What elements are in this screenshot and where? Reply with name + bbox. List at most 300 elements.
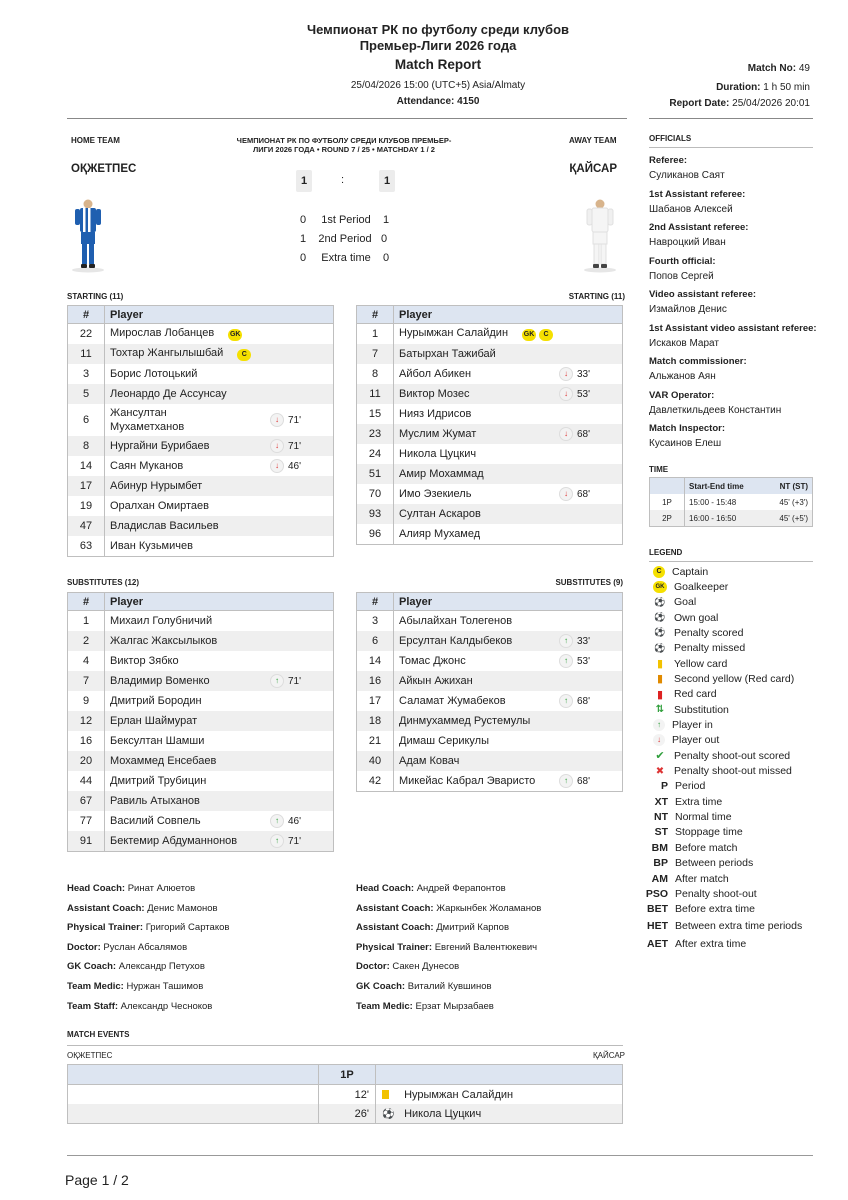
staff-role: Physical Trainer: <box>356 941 433 953</box>
legend-item <box>650 748 790 763</box>
official-name: Давлеткильдеев Константин <box>649 404 782 416</box>
official-name: Навроцкий Иван <box>649 237 726 248</box>
player-name: Айкын Ажихан <box>399 675 473 687</box>
events-home-team: ОҚЖЕТПЕС <box>67 1051 113 1060</box>
away-kit-icon <box>582 198 618 274</box>
player-name: Владимир Воменко <box>110 675 210 687</box>
player-name: Адам Ковач <box>399 755 460 767</box>
player-name: Томас Джонс <box>399 655 466 667</box>
player-row <box>68 731 334 751</box>
home-kit-icon <box>70 198 106 274</box>
substitution-minute: 71' <box>288 440 302 452</box>
player-row <box>68 631 334 651</box>
staff-name: Александр Чесноков <box>120 1000 213 1012</box>
period-away: 1 <box>383 214 390 226</box>
match-events-label: MATCH EVENTS <box>67 1030 130 1039</box>
player-name: Имо Эзекиель <box>399 488 472 500</box>
player-number: 15 <box>357 404 394 424</box>
player-name: Дмитрий Бородин <box>110 695 202 707</box>
away-team-label: AWAY TEAM <box>569 136 617 145</box>
player-number: 3 <box>357 611 394 632</box>
player-name: Саян Муканов <box>110 460 184 472</box>
header-divider-right <box>649 118 813 119</box>
legend-label: Goalkeeper <box>674 580 729 593</box>
player-number: 63 <box>68 536 105 557</box>
player-number: 12 <box>68 711 105 731</box>
away-score: 1 <box>379 170 395 192</box>
player-row <box>68 496 334 516</box>
legend-item <box>650 702 729 717</box>
player-row <box>357 424 623 444</box>
captain-icon: C <box>653 566 665 578</box>
col-num-header: # <box>357 306 394 324</box>
player-name: Бексултан Шамши <box>110 735 205 747</box>
player-name: Жалгас Жаксылыков <box>110 635 218 647</box>
player-number: 1 <box>68 611 105 632</box>
staff-member <box>356 883 506 894</box>
goalkeeper-icon: GK <box>653 581 667 593</box>
player-number: 7 <box>68 671 105 691</box>
legend-label: After match <box>675 872 729 885</box>
legend-label: Goal <box>674 596 697 609</box>
player-name: Алияр Мухамед <box>399 528 481 540</box>
staff-role: Assistant Coach: <box>356 922 434 934</box>
legend-label: Penalty shoot-out missed <box>674 765 792 778</box>
player-number: 11 <box>68 344 105 364</box>
legend-item <box>650 687 717 702</box>
col-player-header: Player <box>394 593 623 611</box>
time-table <box>649 477 813 527</box>
staff-role: Assistant Coach: <box>67 902 145 914</box>
events-away-team: ҚАЙСАР <box>592 1051 625 1060</box>
player-row <box>68 691 334 711</box>
player-number: 91 <box>68 831 105 852</box>
col-num-header: # <box>68 593 105 611</box>
col-player-header: Player <box>105 593 334 611</box>
player-row <box>357 384 623 404</box>
report-title-line3: Match Report <box>394 57 482 72</box>
player-row <box>68 404 334 436</box>
staff-role: Assistant Coach: <box>356 902 434 914</box>
official-name: Альжанов Аян <box>649 371 716 382</box>
player-number: 8 <box>357 364 394 384</box>
player-number: 18 <box>357 711 394 731</box>
duration-label: Duration: <box>716 82 761 93</box>
player-name: Динмухаммед Рустемулы <box>399 715 531 727</box>
player-number: 70 <box>357 484 394 504</box>
col-num-header: # <box>68 306 105 324</box>
legend-label: Substitution <box>674 703 729 716</box>
player-name: Тохтар Жангылышбай <box>110 347 224 359</box>
player-row <box>357 671 623 691</box>
player-row <box>68 791 334 811</box>
staff-role: Head Coach: <box>356 883 415 894</box>
substitution-minute: 68' <box>577 695 591 707</box>
player-name: Оралхан Омиртаев <box>110 500 209 512</box>
staff-member <box>67 903 218 914</box>
time-start-end: 16:00 - 16:50 <box>685 510 766 527</box>
staff-name: Сакен Дунесов <box>392 961 460 973</box>
staff-role: Head Coach: <box>67 883 126 894</box>
player-number: 24 <box>357 444 394 464</box>
attendance-value: 4150 <box>457 96 480 107</box>
match-number <box>748 63 810 74</box>
report-date-label: Report Date: <box>669 98 730 109</box>
player-name: Жансултан Мухаметханов <box>110 407 185 433</box>
legend-label: Before match <box>675 841 738 854</box>
staff-name: Григорий Сартаков <box>145 922 230 934</box>
legend-item <box>647 936 747 951</box>
substitution-minute: 33' <box>577 635 591 647</box>
player-number: 5 <box>68 384 105 404</box>
player-out-icon: ↓ <box>270 439 284 453</box>
legend-label: Penalty scored <box>674 626 744 639</box>
player-row <box>68 831 334 852</box>
player-in-icon: ↑ <box>559 694 573 708</box>
player-row <box>68 771 334 791</box>
legend-label: Extra time <box>675 795 723 808</box>
time-nt: 45' (+3') <box>779 497 808 507</box>
substitution-minute: 46' <box>288 815 302 827</box>
legend-abbreviation: BET <box>647 903 668 916</box>
legend-label: Normal time <box>675 811 732 824</box>
player-name: Виктор Зябко <box>110 655 179 667</box>
staff-name: Ринат Алюетов <box>127 883 196 894</box>
legend-item <box>645 886 757 901</box>
player-number: 6 <box>68 404 105 436</box>
substitution-minute: 33' <box>577 368 591 380</box>
period-home: 0 <box>300 214 307 226</box>
player-row <box>357 751 623 771</box>
period-home: 0 <box>300 252 307 264</box>
player-number: 19 <box>68 496 105 516</box>
player-number: 22 <box>68 324 105 345</box>
legend-label: Penalty shoot-out scored <box>674 749 791 762</box>
substitution-minute: 68' <box>577 428 591 440</box>
player-name: Султан Аскаров <box>399 508 481 520</box>
captain-icon: C <box>539 329 553 341</box>
staff-name: Ерзат Мырзабаев <box>415 1000 494 1012</box>
legend-abbreviation: BP <box>653 857 668 870</box>
staff-name: Андрей Ферапонтов <box>416 883 506 894</box>
official-role: 2nd Assistant referee: <box>649 222 749 233</box>
legend-abbreviation: PSO <box>645 887 668 900</box>
events-period-header: 1P <box>319 1065 376 1085</box>
col-player-header: Player <box>394 306 623 324</box>
legend-label: Yellow card <box>674 657 728 670</box>
page-number: Page 1 / 2 <box>65 1172 129 1188</box>
legend-abbreviation: NT <box>654 811 668 824</box>
player-number: 16 <box>68 731 105 751</box>
legend-label: Player in <box>672 719 713 731</box>
staff-role: GK Coach: <box>356 981 406 992</box>
player-name: Нияз Идрисов <box>399 408 472 420</box>
goal-icon: ⚽ <box>382 1108 395 1120</box>
substitution-minute: 53' <box>577 655 591 667</box>
official-name: Попов Сергей <box>649 270 714 282</box>
legend-label: Captain <box>672 565 709 578</box>
penalty-missed-icon: ⚽ <box>654 642 666 653</box>
player-row <box>357 651 623 671</box>
player-number: 9 <box>68 691 105 711</box>
player-name: Айбол Абикен <box>399 368 472 380</box>
legend-label: Penalty missed <box>674 642 746 655</box>
player-number: 14 <box>357 651 394 671</box>
player-number: 6 <box>357 631 394 651</box>
player-row <box>68 611 334 632</box>
official-role: Match commissioner: <box>649 356 747 367</box>
player-in-icon: ↑ <box>270 674 284 688</box>
staff-member <box>356 981 492 992</box>
official-name: Кусаинов Елеш <box>649 438 722 449</box>
report-title-line1: Чемпионат РК по футболу среди клубов <box>306 22 569 37</box>
legend-item <box>650 625 743 640</box>
event-minute: 12' <box>319 1085 376 1105</box>
legend-label: Stoppage time <box>675 826 743 839</box>
staff-member <box>356 922 509 933</box>
legend-abbreviation: P <box>660 780 668 793</box>
report-date-value: 25/04/2026 20:01 <box>732 98 810 109</box>
officials-label: OFFICIALS <box>649 134 692 143</box>
event-row <box>68 1104 623 1124</box>
player-name: Ерлан Шаймурат <box>110 715 198 727</box>
player-name: Нурымжан Салайдин <box>399 327 509 339</box>
match-duration <box>716 82 810 93</box>
player-number: 7 <box>357 344 394 364</box>
player-row <box>357 691 623 711</box>
player-row <box>68 456 334 476</box>
player-number: 8 <box>68 436 105 456</box>
player-out-icon: ↓ <box>653 734 665 746</box>
substitution-minute: 46' <box>288 460 302 472</box>
official-role: VAR Operator: <box>649 389 715 401</box>
match-number-value: 49 <box>798 63 810 74</box>
legend-label: Period <box>675 780 706 793</box>
time-col-start-end: Start-End time <box>685 478 766 495</box>
home-subs-label: SUBSTITUTES (12) <box>67 578 140 587</box>
period-label: 2nd Period <box>318 233 372 245</box>
official-name: Искаков Марат <box>649 337 719 349</box>
legend-label: After extra time <box>675 937 747 950</box>
attendance-label: Attendance: <box>396 96 455 107</box>
player-number: 67 <box>68 791 105 811</box>
away-subs-table <box>356 592 623 792</box>
match-number-label: Match No: <box>747 63 797 74</box>
player-number: 51 <box>357 464 394 484</box>
player-out-icon: ↓ <box>559 387 573 401</box>
player-row <box>68 811 334 831</box>
staff-member <box>67 1001 212 1012</box>
period-away: 0 <box>381 233 388 245</box>
legend-item <box>650 764 792 779</box>
player-number: 16 <box>357 671 394 691</box>
player-number: 47 <box>68 516 105 536</box>
legend-abbreviation: HET <box>647 920 668 933</box>
legend-label: Between periods <box>675 857 754 870</box>
player-name: Абылайхан Толегенов <box>399 615 513 627</box>
player-number: 77 <box>68 811 105 831</box>
official-name: Суликанов Саят <box>649 170 725 181</box>
staff-member <box>67 961 205 972</box>
player-row <box>357 631 623 651</box>
report-title-line2: Премьер-Лиги 2026 года <box>359 38 517 53</box>
substitution-minute: 68' <box>577 488 591 500</box>
captain-icon: C <box>237 349 251 361</box>
player-row <box>68 516 334 536</box>
home-starting-table <box>67 305 334 557</box>
player-number: 3 <box>68 364 105 384</box>
staff-name: Жаркынбек Жоламанов <box>436 902 542 914</box>
player-name: Равиль Атыханов <box>110 795 200 807</box>
second-yellow-icon: ▮ <box>656 673 664 686</box>
legend-item <box>650 564 708 579</box>
legend-label: Second yellow (Red card) <box>674 672 795 685</box>
staff-member <box>356 903 541 914</box>
staff-name: Нуржан Ташимов <box>126 981 204 992</box>
player-name: Борис Лотоцький <box>110 368 198 380</box>
player-row <box>68 651 334 671</box>
player-in-icon: ↑ <box>559 654 573 668</box>
staff-member <box>67 942 187 953</box>
player-out-icon: ↓ <box>270 413 284 427</box>
player-row <box>357 444 623 464</box>
staff-role: GK Coach: <box>67 961 117 973</box>
match-datetime: 25/04/2026 15:00 (UTC+5) Asia/Almaty <box>350 80 526 91</box>
official-name: Шабанов Алексей <box>649 203 733 215</box>
legend-abbreviation: AM <box>651 872 668 885</box>
player-name: Леонардо Де Ассунсау <box>110 388 227 400</box>
period-label: 1st Period <box>321 214 371 226</box>
substitution-minute: 68' <box>577 775 591 787</box>
staff-role: Team Medic: <box>67 981 124 992</box>
player-number: 20 <box>68 751 105 771</box>
player-in-icon: ↑ <box>653 719 665 731</box>
player-name: Владислав Васильев <box>110 520 219 532</box>
player-out-icon: ↓ <box>559 487 573 501</box>
staff-name: Денис Мамонов <box>147 902 218 914</box>
official-role: 1st Assistant video assistant referee: <box>649 322 817 334</box>
player-row <box>357 611 623 632</box>
yellow-card-icon <box>382 1090 389 1099</box>
header-divider <box>67 118 627 119</box>
legend-label: Red card <box>674 688 717 701</box>
staff-member <box>356 1001 494 1012</box>
event-minute: 26' <box>319 1104 376 1124</box>
legend-label: Penalty shoot-out <box>675 887 757 900</box>
player-out-icon: ↓ <box>270 459 284 473</box>
player-row <box>357 731 623 751</box>
goal-icon: ⚽ <box>654 596 666 607</box>
substitution-minute: 53' <box>577 388 591 400</box>
player-row <box>68 384 334 404</box>
footer-divider <box>67 1155 813 1156</box>
legend-item <box>650 794 722 809</box>
col-num-header: # <box>357 593 394 611</box>
staff-role: Team Medic: <box>356 1000 413 1012</box>
official-role: Fourth official: <box>649 255 716 267</box>
player-number: 17 <box>357 691 394 711</box>
player-name: Мирослав Лобанцев <box>110 327 215 339</box>
home-starting-label: STARTING (11) <box>67 292 124 301</box>
legend-label: Before extra time <box>675 903 755 916</box>
player-row <box>357 504 623 524</box>
player-name: Абинур Нурымбет <box>110 480 203 492</box>
event-player: Нурымжан Салайдин <box>404 1088 514 1101</box>
home-team-label: HOME TEAM <box>71 136 120 145</box>
away-subs-label: SUBSTITUTES (9) <box>555 578 623 587</box>
player-name: Михаил Голубничий <box>110 615 213 627</box>
player-name: Дмитрий Трубицин <box>110 775 207 787</box>
report-date <box>669 98 810 109</box>
official-role: Match Inspector: <box>649 423 726 434</box>
legend-item <box>650 733 719 748</box>
staff-member <box>67 883 195 894</box>
time-col-period <box>650 478 685 495</box>
period-label: Extra time <box>321 252 371 264</box>
official-name: Измайлов Денис <box>649 304 727 315</box>
legend-item <box>650 856 753 871</box>
staff-name: Евгений Валентюкевич <box>434 941 538 953</box>
legend-item <box>650 779 705 794</box>
officials-divider <box>649 147 813 148</box>
own-goal-icon: ⚽ <box>654 612 666 623</box>
player-number: 1 <box>357 324 394 345</box>
player-row <box>68 344 334 364</box>
player-number: 93 <box>357 504 394 524</box>
yellow-card-icon: ▮ <box>656 658 664 671</box>
player-name: Амир Мохаммад <box>399 468 484 480</box>
score-separator: : <box>341 174 345 186</box>
player-number: 42 <box>357 771 394 792</box>
player-row <box>68 711 334 731</box>
legend-item <box>647 919 803 934</box>
event-row <box>68 1085 623 1105</box>
player-number: 21 <box>357 731 394 751</box>
player-out-icon: ↓ <box>559 367 573 381</box>
substitution-minute: 71' <box>288 835 302 847</box>
player-number: 44 <box>68 771 105 791</box>
player-number: 17 <box>68 476 105 496</box>
col-player-header: Player <box>105 306 334 324</box>
home-team-name: ОҚЖЕТПЕС <box>71 163 137 175</box>
legend-item <box>650 825 743 840</box>
legend-item <box>650 610 718 625</box>
legend-item <box>650 595 696 610</box>
competition-name: ЧЕМПИОНАТ РК ПО ФУТБОЛУ СРЕДИ КЛУБОВ ПРЕМЬЕР-ЛИГИ 2026 ГОДА • ROUND 7 / 25 • MATCHDAY 1 / 2 <box>236 136 452 154</box>
legend-abbreviation: BM <box>651 841 668 854</box>
official-role: Video assistant referee: <box>649 289 757 300</box>
player-name: Виктор Мозес <box>399 388 470 400</box>
player-row <box>68 476 334 496</box>
player-row <box>68 436 334 456</box>
shootout-scored-icon: ✔ <box>655 750 665 763</box>
player-name: Нургайни Бурибаев <box>110 440 210 452</box>
penalty-scored-icon: ⚽ <box>654 627 666 638</box>
time-label: TIME <box>649 465 669 474</box>
shootout-missed-icon: ✖ <box>655 765 665 777</box>
staff-name: Руслан Абсалямов <box>103 941 188 953</box>
time-start-end: 15:00 - 15:48 <box>685 494 766 510</box>
legend-item <box>650 579 728 594</box>
legend-label: LEGEND <box>649 548 683 557</box>
official-role: Referee: <box>649 155 688 166</box>
player-number: 11 <box>357 384 394 404</box>
player-row <box>357 524 623 545</box>
period-away: 0 <box>383 252 390 264</box>
player-row <box>357 324 623 345</box>
home-score: 1 <box>296 170 312 192</box>
player-row <box>357 484 623 504</box>
